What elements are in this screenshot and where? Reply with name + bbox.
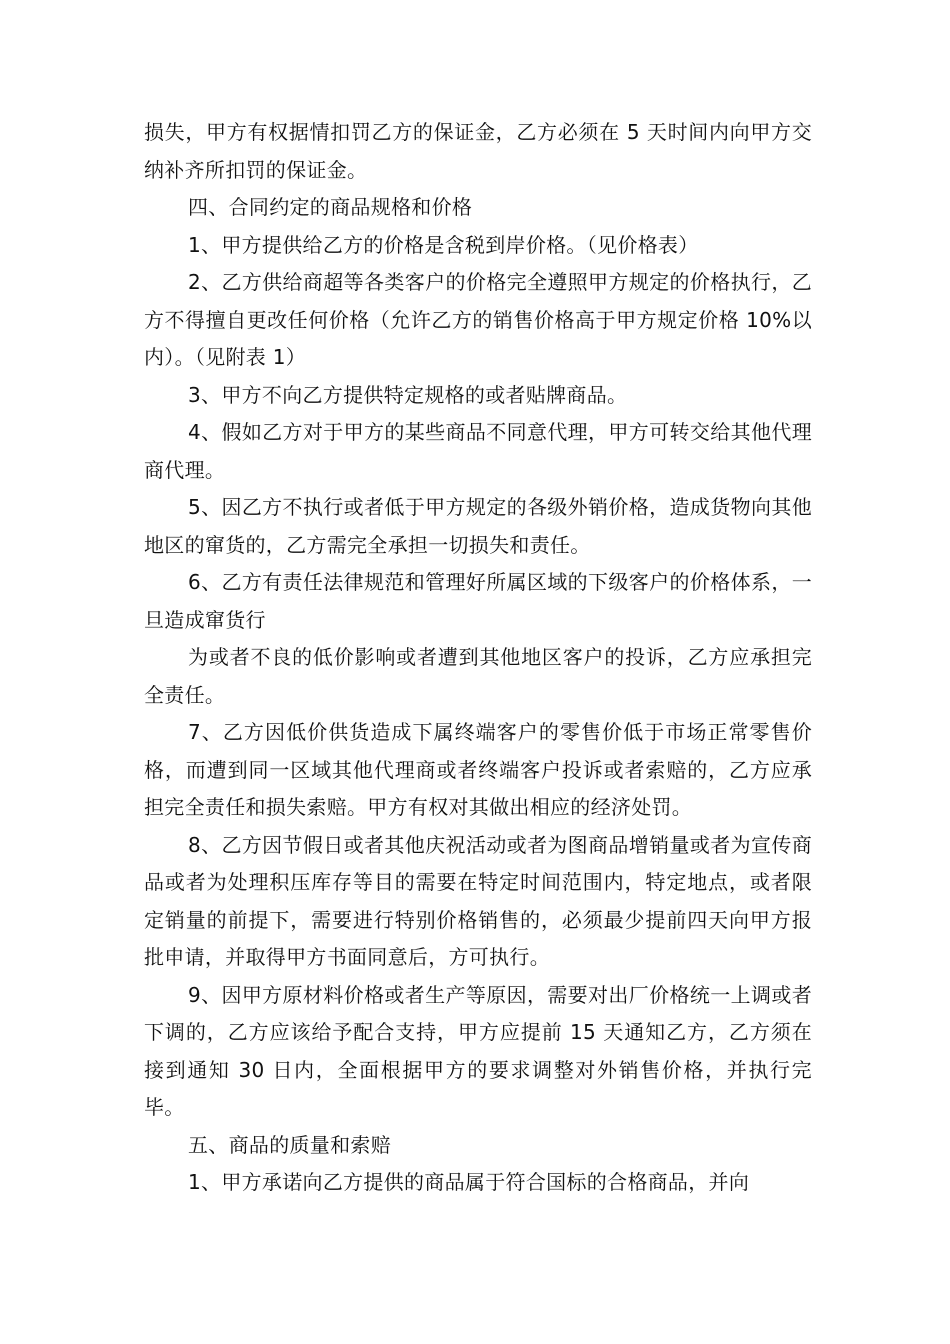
clause-4-4: 4、假如乙方对于甲方的某些商品不同意代理，甲方可转交给其他代理商代理。 (144, 420, 812, 482)
clause-4-7: 7、乙方因低价供货造成下属终端客户的零售价低于市场正常零售价格，而遭到同一区域其他代理商或者终端客户投诉或者索赔的，乙方应承担完全责任和损失索赔。甲方有权对其做出相应的经济处罚。 (144, 720, 812, 819)
section-heading-5: 五、商品的质量和索赔 (188, 1132, 391, 1157)
clause-4-9: 9、因甲方原材料价格或者生产等原因，需要对出厂价格统一上调或者下调的，乙方应该给予配合支持，甲方应提前 15 天通知乙方，乙方须在接到通知 30 日内，全面根据甲方的要求调整对外销售价格，并执行完毕。 (144, 982, 812, 1119)
clause-4-5: 5、因乙方不执行或者低于甲方规定的各级外销价格，造成货物向其他地区的窜货的，乙方需完全承担一切损失和责任。 (144, 495, 812, 557)
clause-4-6-continued: 为或者不良的低价影响或者遭到其他地区客户的投诉，乙方应承担完全责任。 (144, 645, 812, 707)
clause-4-1: 1、甲方提供给乙方的价格是含税到岸价格。（见价格表） (188, 232, 699, 257)
clause-4-3: 3、甲方不向乙方提供特定规格的或者贴牌商品。 (188, 382, 628, 407)
clause-4-2: 2、乙方供给商超等各类客户的价格完全遵照甲方规定的价格执行，乙方不得擅自更改任何价格（允许乙方的销售价格高于甲方规定价格 10%以内）。（见附表 1） (144, 270, 812, 369)
paragraph-1: 损失，甲方有权据情扣罚乙方的保证金，乙方必须在 5 天时间内向甲方交纳补齐所扣罚的保证金。 (144, 120, 812, 182)
clause-4-6: 6、乙方有责任法律规范和管理好所属区域的下级客户的价格体系，一旦造成窜货行 (144, 570, 812, 632)
document-body (144, 114, 812, 1202)
section-heading-4: 四、合同约定的商品规格和价格 (188, 195, 473, 219)
clause-5-1: 1、甲方承诺向乙方提供的商品属于符合国标的合格商品，并向 (188, 1170, 750, 1194)
clause-4-8: 8、乙方因节假日或者其他庆祝活动或者为图商品增销量或者为宣传商品或者为处理积压库存等目的需要在特定时间范围内，特定地点，或者限定销量的前提下，需要进行特别价格销售的，必须最少提前四天向甲方报批申请，并取得甲方书面同意后，方可执行。 (144, 832, 812, 969)
